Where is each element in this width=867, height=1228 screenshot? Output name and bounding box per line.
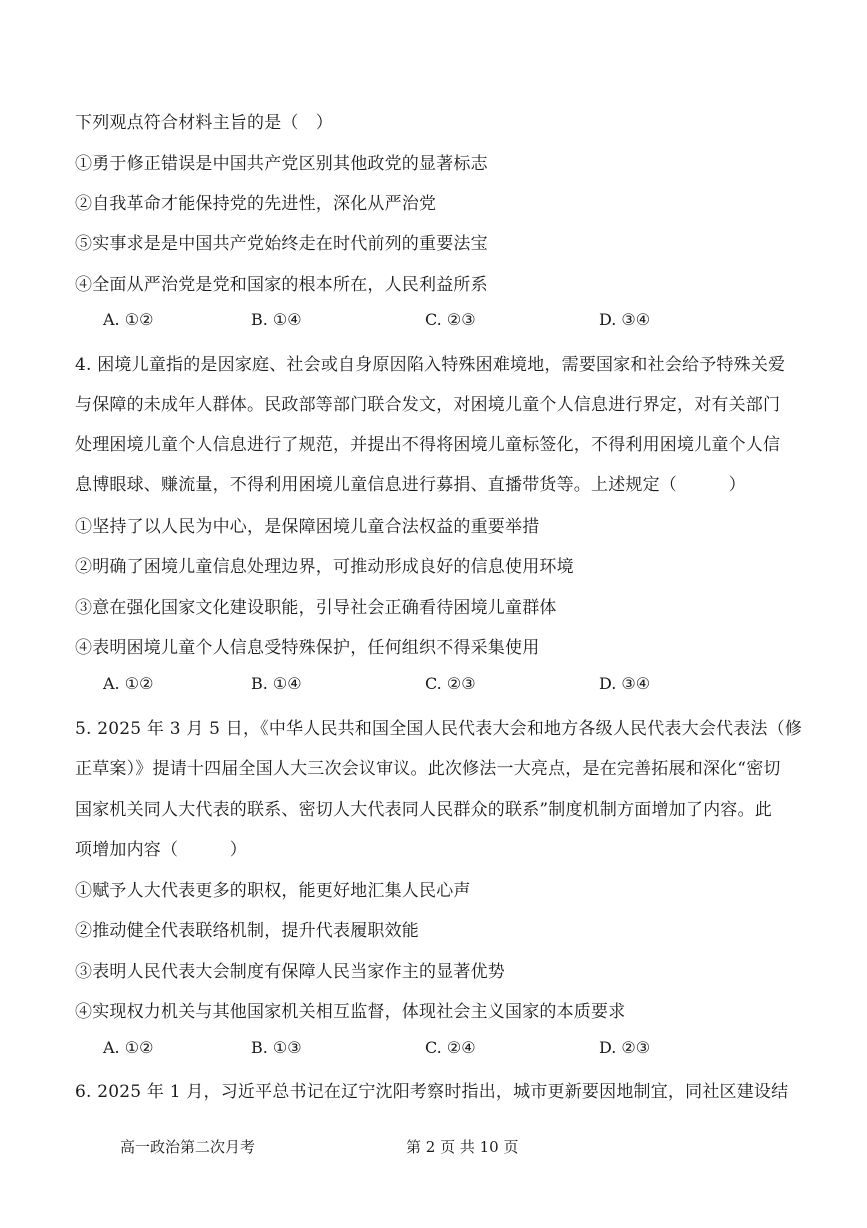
q3-choice-d: D. ③④: [599, 310, 651, 329]
q5-option-4: ④实现权力机关与其他国家机关相互监督，体现社会主义国家的本质要求: [75, 1002, 626, 1022]
q5-choice-a: A. ①②: [103, 1038, 154, 1057]
q4-stem-line-3: 处理困境儿童个人信息进行了规范，并提出不得将困境儿童标签化，不得利用困境儿童个人信: [75, 435, 781, 455]
q4-option-4: ④表明困境儿童个人信息受特殊保护，任何组织不得采集使用: [75, 638, 540, 658]
q5-option-2: ②推动健全代表联络机制，提升代表履职效能: [75, 921, 419, 941]
q4-choice-c: C. ②③: [425, 674, 476, 693]
q4-choice-a: A. ①②: [103, 674, 154, 693]
q6-stem-line-1: 6. 2025 年 1 月，习近平总书记在辽宁沈阳考察时指出，城市更新要因地制宜，同社区建设结: [75, 1082, 789, 1102]
q5-stem-line-1: 5. 2025 年 3 月 5 日，《中华人民共和国全国人民代表大会和地方各级人民代表大会代表法（修: [75, 719, 803, 739]
q5-option-3: ③表明人民代表大会制度有保障人民当家作主的显著优势: [75, 962, 505, 982]
q3-choice-c: C. ②③: [425, 310, 476, 329]
q4-stem-line-1: 4. 困境儿童指的是因家庭、社会或自身原因陷入特殊困难境地，需要国家和社会给予特殊关爱: [75, 355, 786, 375]
q3-option-1: ①勇于修正错误是中国共产党区别其他政党的显著标志: [75, 154, 488, 174]
q4-option-1: ①坚持了以人民为中心，是保障困境儿童合法权益的重要举措: [75, 517, 540, 537]
q5-choice-d: D. ②③: [599, 1038, 651, 1057]
q5-stem-line-4: 项增加内容（ ）: [75, 840, 247, 860]
q4-choice-d: D. ③④: [599, 674, 651, 693]
footer-page-number: 第 2 页 共 10 页: [406, 1138, 519, 1156]
q5-option-1: ①赋予人大代表更多的职权，能更好地汇集人民心声: [75, 881, 471, 901]
q3-choice-a: A. ①②: [103, 310, 154, 329]
q3-option-4: ④全面从严治党是党和国家的根本所在，人民利益所系: [75, 275, 488, 295]
q4-option-3: ③意在强化国家文化建设职能，引导社会正确看待困境儿童群体: [75, 598, 557, 618]
q5-stem-line-3: 国家机关同人大代表的联系、密切人大代表同人民群众的联系”制度机制方面增加了内容。此: [75, 800, 772, 820]
q5-stem-line-2: 正草案）》提请十四届全国人大三次会议审议。此次修法一大亮点，是在完善拓展和深化“密切: [75, 759, 781, 779]
q4-option-2: ②明确了困境儿童信息处理边界，可推动形成良好的信息使用环境: [75, 557, 574, 577]
q3-option-3: ⑤实事求是是中国共产党始终走在时代前列的重要法宝: [75, 234, 488, 254]
q4-stem-line-4: 息博眼球、赚流量，不得利用困境儿童信息进行募捐、直播带货等。上述规定（ ）: [75, 475, 746, 495]
q3-stem: 下列观点符合材料主旨的是（ ）: [75, 113, 333, 133]
q3-choice-b: B. ①④: [251, 310, 302, 329]
q5-choice-b: B. ①③: [251, 1038, 302, 1057]
q4-stem-line-2: 与保障的未成年人群体。民政部等部门联合发文，对困境儿童个人信息进行界定，对有关部门: [75, 395, 781, 415]
q3-option-2: ②自我革命才能保持党的先进性，深化从严治党: [75, 194, 437, 214]
q4-choice-b: B. ①④: [251, 674, 302, 693]
footer-exam-name: 高一政治第二次月考: [120, 1138, 256, 1156]
q5-choice-c: C. ②④: [425, 1038, 476, 1057]
